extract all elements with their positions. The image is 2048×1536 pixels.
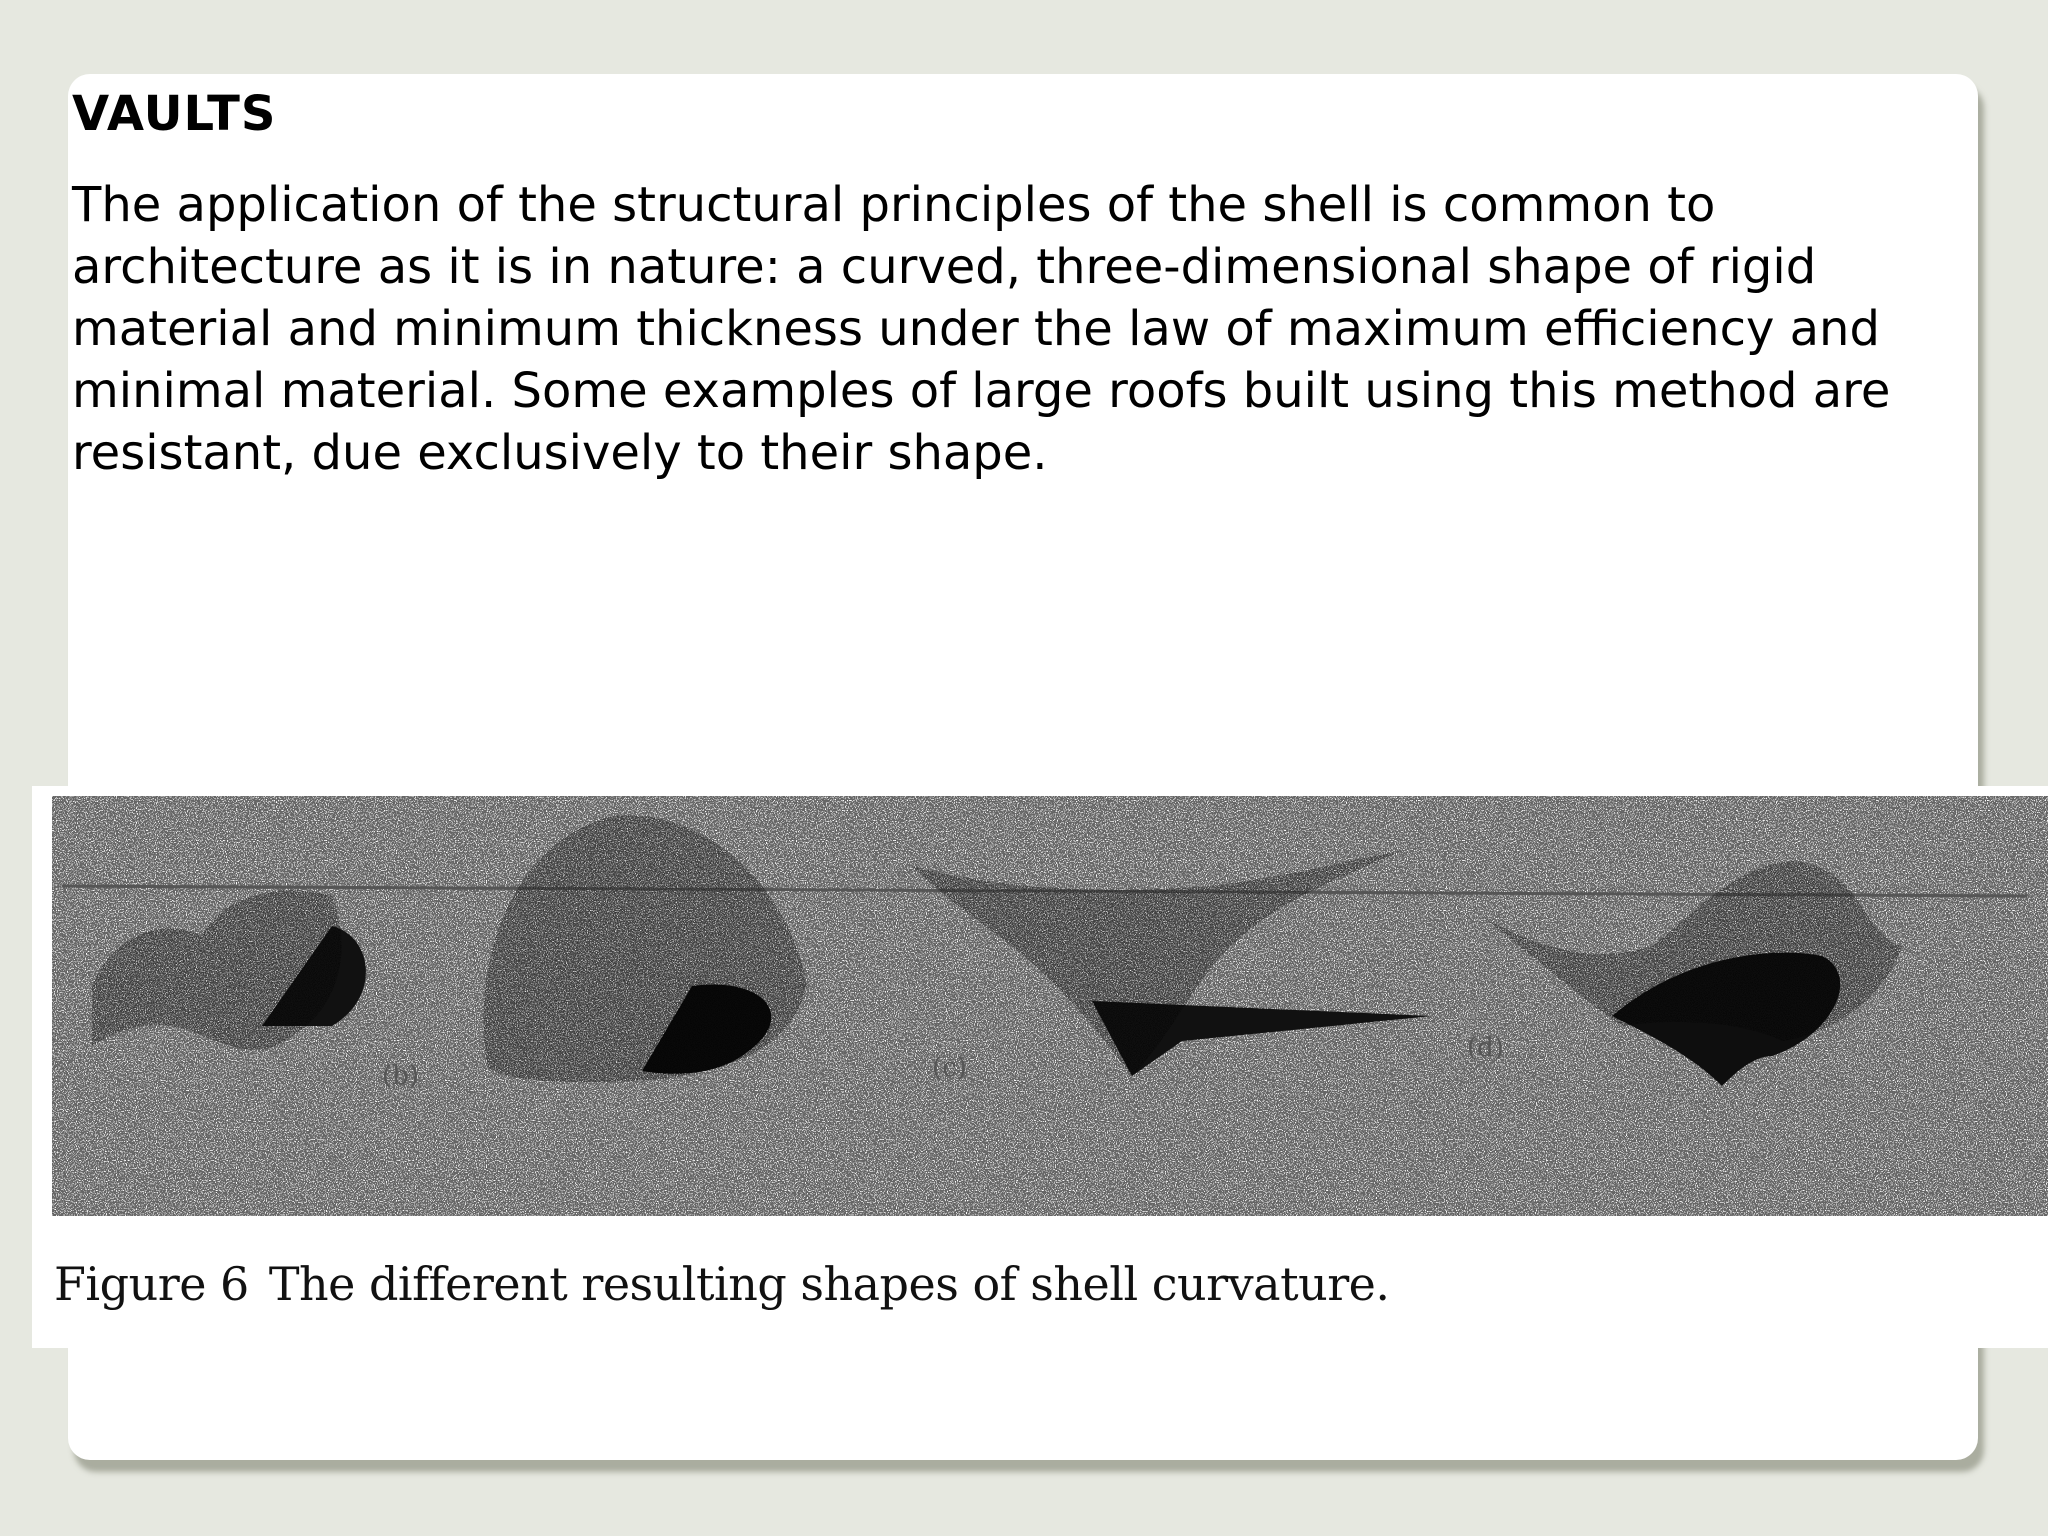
sub-label-b: (b) xyxy=(382,1061,419,1091)
sub-label-c: (c) xyxy=(932,1053,967,1083)
shell-shapes-illustration xyxy=(32,786,2048,1256)
figure-caption xyxy=(54,1256,1390,1312)
shell-curvature-figure xyxy=(32,786,2048,1348)
figure-caption-text: The different resulting shapes of shell curvature. xyxy=(268,1257,1390,1311)
figure-caption-number: Figure 6 xyxy=(54,1257,249,1311)
sub-label-d: (d) xyxy=(1467,1033,1504,1063)
body-paragraph: The application of the structural principles of the shell is common to architecture as it is in nature: a curved, three-dimensional shape of rigid material and minimum thickness under the law of maximum efficiency and minimal material. Some examples of large roofs built using this method are resistant, due exclusively to their shape. xyxy=(72,177,1891,481)
slide-title: VAULTS xyxy=(72,86,277,142)
